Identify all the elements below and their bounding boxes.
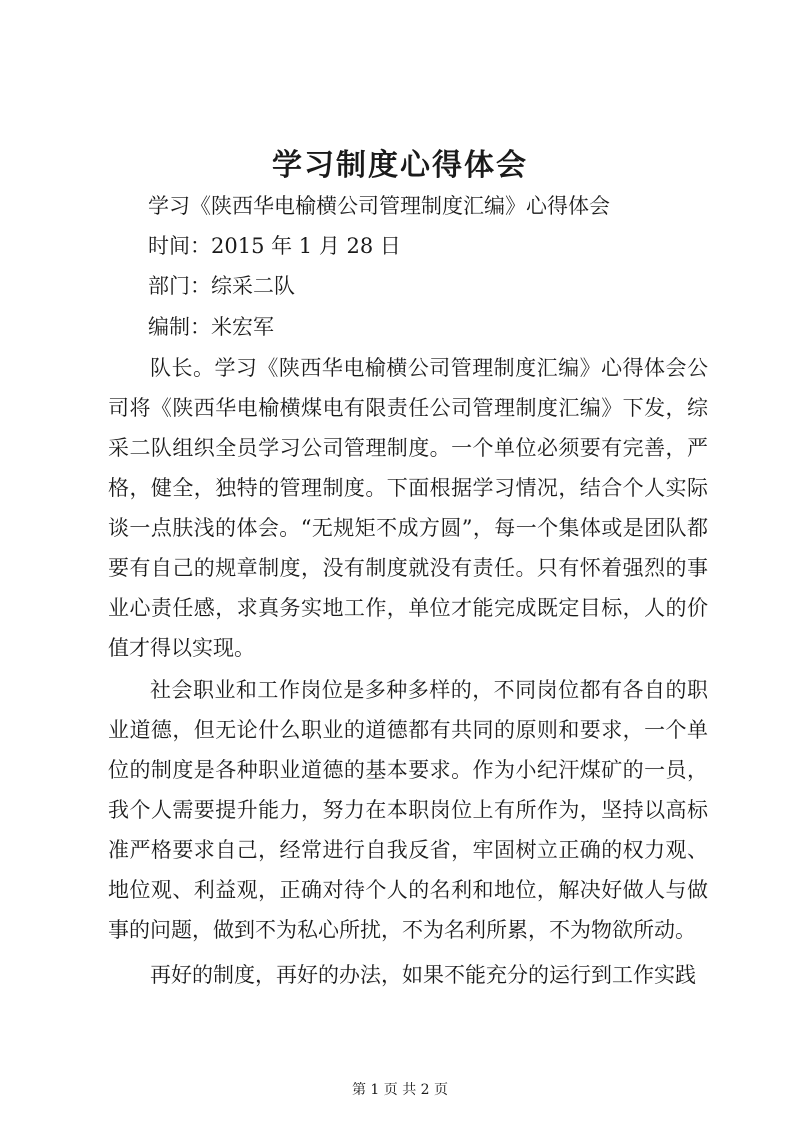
department-line: 部门：综采二队 bbox=[148, 274, 295, 298]
document-subtitle: 学习《陕西华电榆横公司管理制度汇编》心得体会 bbox=[148, 194, 610, 218]
date-line: 时间：2015 年 1 月 28 日 bbox=[148, 234, 401, 258]
page-title: 学习制度心得体会 bbox=[272, 148, 528, 183]
body-paragraph-2: 社会职业和工作岗位是多种多样的，不同岗位都有各自的职业道德，但无论什么职业的道德都有共同的原则和要求，一个单位的制度是各种职业道德的基本要求。作为小纪汗煤矿的一员，我个人需要提升能力，努力在本职岗位上有所作为，坚持以高标准严格要求自己，经常进行自我反省，牢固树立正确的权力观、地位观、利益观，正确对待个人的名利和地位，解决好做人与做事的问题，做到不为私心所扰，不为名利所累，不为物欲所动。 bbox=[108, 678, 708, 942]
author-line: 编制：米宏军 bbox=[148, 315, 274, 339]
body-paragraph-3: 再好的制度，再好的办法，如果不能充分的运行到工作实践 bbox=[150, 963, 696, 987]
page-footer: 第 1 页 共 2 页 bbox=[351, 1082, 449, 1098]
body-paragraph-1: 队长。学习《陕西华电榆横公司管理制度汇编》心得体会公司将《陕西华电榆横煤电有限责任公司管理制度汇编》下发，综采二队组织全员学习公司管理制度。一个单位必须要有完善，严格，健全，独特的管理制度。下面根据学习情况，结合个人实际谈一点肤浅的体会。“无规矩不成方圆”，每一个集体或是团队都要有自己的规章制度，没有制度就没有责任。只有怀着强烈的事业心责任感，求真务实地工作，单位才能完成既定目标，人的价值才得以实现。 bbox=[108, 356, 708, 660]
